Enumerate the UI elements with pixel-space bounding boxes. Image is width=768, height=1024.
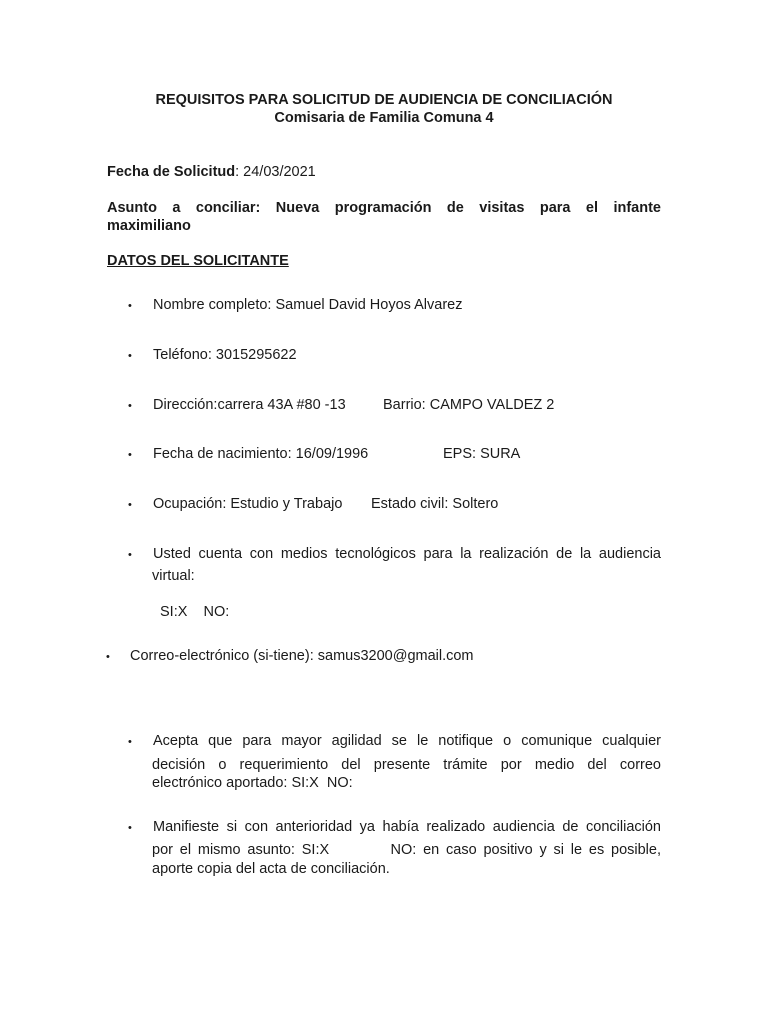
bullet-icon: • xyxy=(128,300,132,312)
request-date-value: : 24/03/2021 xyxy=(235,164,316,180)
field-consent-line-1: Acepta que para mayor agilidad se le notifique o comunique cualquier xyxy=(153,733,661,749)
bullet-icon: • xyxy=(128,549,132,561)
field-prior-line-2: por el mismo asunto: SI:X NO: en caso positivo y si le es posible, xyxy=(152,842,661,858)
document-title: REQUISITOS PARA SOLICITUD DE AUDIENCIA DE CONCILIACIÓN xyxy=(155,92,613,108)
bullet-icon: • xyxy=(128,449,132,461)
field-neighborhood: Barrio: CAMPO VALDEZ 2 xyxy=(383,397,555,413)
bullet-icon: • xyxy=(128,350,132,362)
section-heading: DATOS DEL SOLICITANTE xyxy=(107,253,289,269)
bullet-icon: • xyxy=(128,400,132,412)
field-birthdate: Fecha de nacimiento: 16/09/1996 xyxy=(153,446,369,462)
field-tech-line-2: virtual: xyxy=(152,568,195,584)
field-prior-line-3: aporte copia del acta de conciliación. xyxy=(152,861,390,877)
field-email: Correo-electrónico (si-tiene): samus3200@gmail.com xyxy=(130,648,474,664)
document-subtitle: Comisaria de Familia Comuna 4 xyxy=(274,110,494,126)
subject-line-2: maximiliano xyxy=(107,218,191,234)
field-prior-line-1: Manifieste si con anterioridad ya había realizado audiencia de conciliación xyxy=(153,819,661,835)
field-tech-line-1: Usted cuenta con medios tecnológicos para la realización de la audiencia xyxy=(153,546,661,562)
bullet-icon: • xyxy=(128,822,132,834)
field-consent-line-2: decisión o requerimiento del presente trámite por medio del correo xyxy=(152,757,661,773)
bullet-icon: • xyxy=(128,736,132,748)
field-eps: EPS: SURA xyxy=(443,446,521,462)
field-tech-answer: SI:X NO: xyxy=(160,604,230,620)
request-date-label: Fecha de Solicitud xyxy=(107,164,236,180)
field-civil-status: Estado civil: Soltero xyxy=(371,496,499,512)
subject-line-1: Asunto a conciliar: Nueva programación de visitas para el infante xyxy=(107,200,661,216)
bullet-icon: • xyxy=(106,651,110,663)
request-date xyxy=(107,164,316,180)
field-address: Dirección:carrera 43A #80 -13 xyxy=(153,397,346,413)
field-name: Nombre completo: Samuel David Hoyos Alvarez xyxy=(153,297,463,313)
field-consent-line-3: electrónico aportado: SI:X NO: xyxy=(152,775,353,791)
bullet-icon: • xyxy=(128,499,132,511)
field-occupation: Ocupación: Estudio y Trabajo xyxy=(153,496,343,512)
field-phone: Teléfono: 3015295622 xyxy=(153,347,297,363)
